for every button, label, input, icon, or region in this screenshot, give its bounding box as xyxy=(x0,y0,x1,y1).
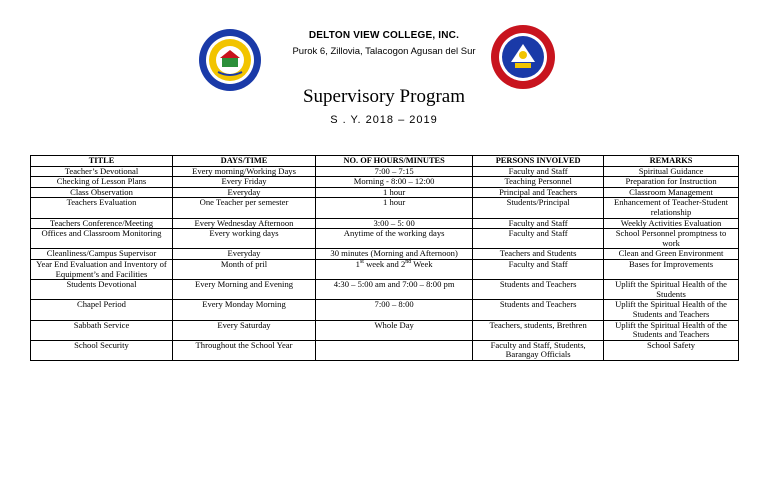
page-title: Supervisory Program xyxy=(302,86,465,107)
cell-days-time: Every Monday Morning xyxy=(173,300,316,320)
cell-hours-minutes: 7:00 – 7:15 xyxy=(316,166,473,177)
cell-remarks: School Personnel promptness to work xyxy=(604,229,739,249)
cell-days-time: One Teacher per semester xyxy=(173,198,316,218)
table-row xyxy=(31,300,739,320)
cell-remarks: Bases for Improvements xyxy=(604,259,739,279)
column-header-days-time: DAYS/TIME xyxy=(173,156,316,167)
table-row xyxy=(31,229,739,249)
cell-days-time: Every morning/Working Days xyxy=(173,166,316,177)
cell-hours-minutes: Whole Day xyxy=(316,320,473,340)
table-header-row xyxy=(31,156,739,167)
cell-remarks: School Safety xyxy=(604,340,739,360)
cell-days-time: Throughout the School Year xyxy=(173,340,316,360)
cell-hours-minutes: 1st week and 2nd Week xyxy=(316,259,473,279)
cell-remarks: Uplift the Spiritual Health of the Students xyxy=(604,280,739,300)
cell-title: Teacher’s Devotional xyxy=(31,166,173,177)
cell-days-time: Month of pril xyxy=(173,259,316,279)
cell-hours-minutes: 1 hour xyxy=(316,187,473,198)
column-header-hours-minutes: NO. OF HOURS/MINUTES xyxy=(316,156,473,167)
cell-persons-involved: Teachers, students, Brethren xyxy=(473,320,604,340)
cell-title: Checking of Lesson Plans xyxy=(31,177,173,188)
cell-hours-minutes: 7:00 – 8:00 xyxy=(316,300,473,320)
cell-persons-involved: Faculty and Staff xyxy=(473,229,604,249)
cell-remarks: Preparation for Instruction xyxy=(604,177,739,188)
cell-days-time: Every working days xyxy=(173,229,316,249)
cell-remarks: Clean and Green Environment xyxy=(604,249,739,260)
table-row xyxy=(31,187,739,198)
column-header-persons-involved: PERSONS INVOLVED xyxy=(473,156,604,167)
cell-hours-minutes: 1 hour xyxy=(316,198,473,218)
cell-days-time: Everyday xyxy=(173,187,316,198)
cell-remarks: Spiritual Guidance xyxy=(604,166,739,177)
cell-days-time: Every Saturday xyxy=(173,320,316,340)
cell-persons-involved: Students and Teachers xyxy=(473,300,604,320)
school-name: DELTON VIEW COLLEGE, INC. xyxy=(308,30,460,41)
cell-persons-involved: Faculty and Staff xyxy=(473,218,604,229)
cell-title: Sabbath Service xyxy=(31,320,173,340)
table-row xyxy=(31,320,739,340)
cell-title: Teachers Conference/Meeting xyxy=(31,218,173,229)
table-row xyxy=(31,249,739,260)
table-row xyxy=(31,177,739,188)
cell-days-time: Every Wednesday Afternoon xyxy=(173,218,316,229)
school-year: S . Y. 2018 – 2019 xyxy=(330,114,438,126)
cell-remarks: Enhancement of Teacher-Student relationship xyxy=(604,198,739,218)
table-row xyxy=(31,198,739,218)
table-row xyxy=(31,166,739,177)
cell-title: Year End Evaluation and Inventory of Equipment’s and Facilities xyxy=(31,259,173,279)
table-row xyxy=(31,259,739,279)
column-header-remarks: REMARKS xyxy=(604,156,739,167)
cell-days-time: Everyday xyxy=(173,249,316,260)
cell-hours-minutes: Morning - 8:00 – 12:00 xyxy=(316,177,473,188)
cell-hours-minutes: 4:30 – 5:00 am and 7:00 – 8:00 pm xyxy=(316,280,473,300)
cell-persons-involved: Students/Principal xyxy=(473,198,604,218)
cell-persons-involved: Teachers and Students xyxy=(473,249,604,260)
cell-remarks: Classroom Management xyxy=(604,187,739,198)
cell-remarks: Weekly Activities Evaluation xyxy=(604,218,739,229)
column-header-title: TITLE xyxy=(31,156,173,167)
cell-title: Students Devotional xyxy=(31,280,173,300)
cell-remarks: Uplift the Spiritual Health of the Students and Teachers xyxy=(604,300,739,320)
cell-persons-involved: Faculty and Staff, Students, Barangay Officials xyxy=(473,340,604,360)
cell-remarks: Uplift the Spiritual Health of the Students and Teachers xyxy=(604,320,739,340)
cell-persons-involved: Students and Teachers xyxy=(473,280,604,300)
school-address: Purok 6, Zillovia, Talacogon Agusan del Sur xyxy=(292,46,476,57)
cell-persons-involved: Teaching Personnel xyxy=(473,177,604,188)
cell-hours-minutes: 3:00 – 5: 00 xyxy=(316,218,473,229)
cell-hours-minutes xyxy=(316,340,473,360)
cell-title: Class Observation xyxy=(31,187,173,198)
cell-persons-involved: Faculty and Staff xyxy=(473,259,604,279)
cell-days-time: Every Morning and Evening xyxy=(173,280,316,300)
cell-title: Cleanliness/Campus Supervisor xyxy=(31,249,173,260)
cell-hours-minutes: Anytime of the working days xyxy=(316,229,473,249)
table-row xyxy=(31,218,739,229)
cell-days-time: Every Friday xyxy=(173,177,316,188)
cell-persons-involved: Principal and Teachers xyxy=(473,187,604,198)
table-row xyxy=(31,280,739,300)
cell-title: Teachers Evaluation xyxy=(31,198,173,218)
table-row xyxy=(31,340,739,360)
cell-title: Offices and Classroom Monitoring xyxy=(31,229,173,249)
cell-title: School Security xyxy=(31,340,173,360)
cell-persons-involved: Faculty and Staff xyxy=(473,166,604,177)
supervisory-program-table xyxy=(30,155,739,361)
cell-hours-minutes: 30 minutes (Morning and Afternoon) xyxy=(316,249,473,260)
cell-title: Chapel Period xyxy=(31,300,173,320)
